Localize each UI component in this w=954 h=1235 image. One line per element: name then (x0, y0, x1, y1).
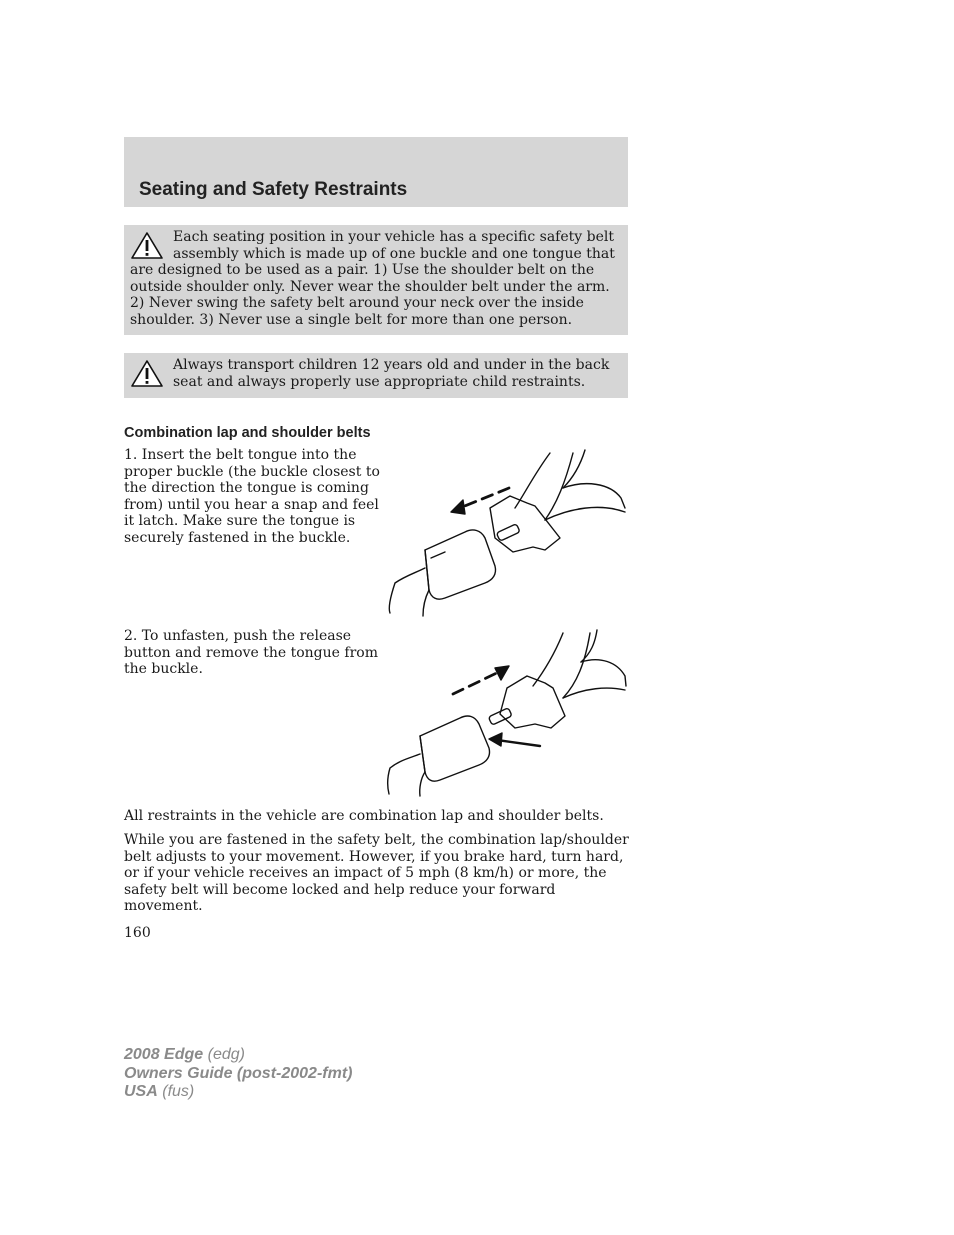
warning-triangle-icon (130, 359, 164, 389)
warning-text: Each seating position in your vehicle has a specific safety belt assembly which is made up of one buckle and one tongue that are designed to be used as a pair. 1) Use the shoulder belt on the outside shoulder only. Never wear the shoulder belt under the arm. 2) Never swing the safety belt around your neck over the inside shoulder. 3) Never use a single belt for more than one person. (130, 229, 615, 328)
section-heading: Combination lap and shoulder belts (124, 425, 371, 441)
footer-line: 2008 Edge (edg) (124, 1046, 245, 1063)
warning-box (124, 353, 628, 398)
belt-fasten-illustration (385, 448, 630, 618)
page-number: 160 (124, 925, 151, 941)
instruction-step: 1. Insert the belt tongue into the proper buckle (the buckle closest to the direction the tongue is coming from) until you hear a snap and feel it latch. Make sure the tongue is securely fastened in the buckle. (124, 447, 380, 546)
footer-line: Owners Guide (post-2002-fmt) (124, 1064, 353, 1082)
warning-triangle-icon (130, 231, 164, 261)
section-header (124, 137, 628, 207)
page-title: Seating and Safety Restraints (139, 179, 408, 200)
body-paragraph: While you are fastened in the safety belt, the combination lap/shoulder belt adjusts to your movement. However, if you brake hard, turn hard, or if your vehicle receives an impact of 5 mph (8 km/h) or more, the safety belt will become locked and help reduce your forward movement. (124, 832, 629, 914)
instruction-step: 2. To unfasten, push the release button and remove the tongue from the buckle. (124, 628, 378, 677)
document-footer (124, 1046, 352, 1102)
footer-line: USA (fus) (124, 1083, 195, 1100)
warning-box (124, 225, 628, 335)
body-paragraph: All restraints in the vehicle are combination lap and shoulder belts. (124, 808, 604, 824)
warning-text: Always transport children 12 years old and under in the back seat and always properly use appropriate child restraints. (173, 357, 610, 390)
belt-release-illustration (385, 628, 630, 798)
